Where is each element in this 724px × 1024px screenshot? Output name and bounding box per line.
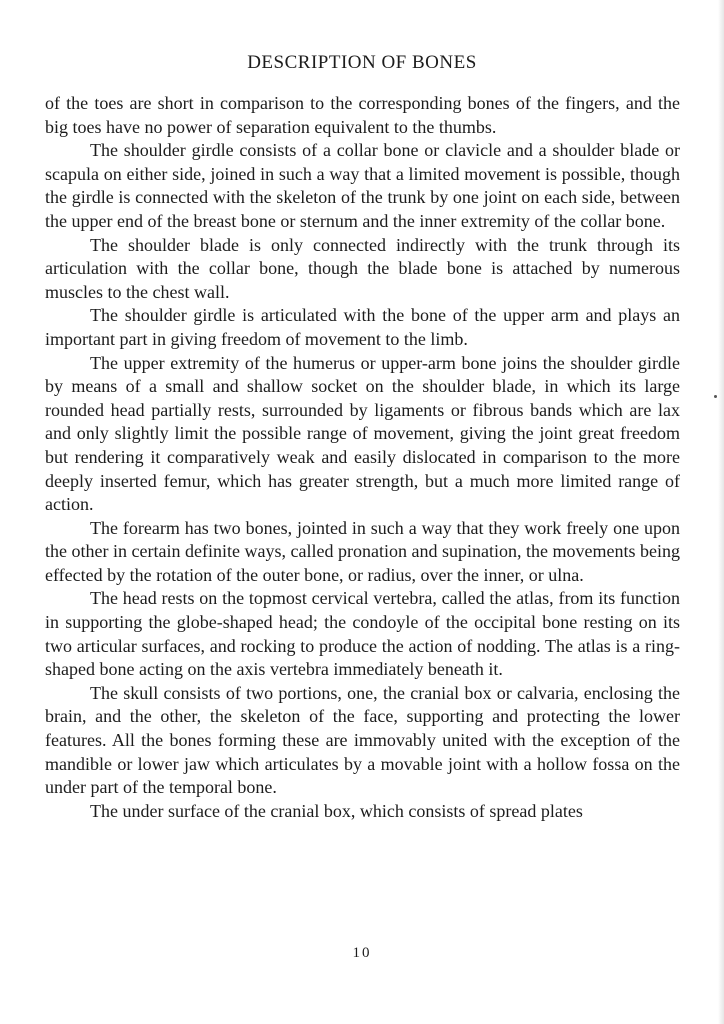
paragraph-shoulder-girdle: The shoulder girdle consists of a collar bone or clavicle and a shoulder blade or scapula on either side, joined in such a way that a limited movement is possible, though the girdle is connected with the skeleton of the trunk by one joint on each side, between the upper end of the breast bone or sternum and the inner extremity of the collar bone. <box>45 140 680 231</box>
paragraph-humerus: The upper extremity of the humerus or upper-arm bone joins the shoulder girdle by means of a small and shallow socket on the shoulder blade, in which its large rounded head partially rests, surrounded by ligaments or fibrous bands which are lax and only slightly limit the possible range of movement, giving the joint great freedom but rendering it comparatively weak and easily dislocated in comparison to the more deeply inserted femur, which has greater strength, but a much more limited range of action. <box>45 352 680 515</box>
paragraph-toes: of the toes are short in comparison to the corresponding bones of the fingers, and the big toes have no power of separation equivalent to the thumbs. <box>45 93 680 137</box>
paragraph-shoulder-blade: The shoulder blade is only connected indirectly with the trunk through its articulation with the collar bone, though the blade bone is attached by numerous muscles to the chest wall. <box>45 234 680 302</box>
ink-speck <box>714 395 717 398</box>
page-edge-shadow <box>718 0 724 1024</box>
body-text <box>45 92 680 823</box>
paragraph-atlas: The head rests on the topmost cervical vertebra, called the atlas, from its function in supporting the globe-shaped head; the condoyle of the occipital bone resting on its two articular surfaces, and rocking to produce the action of nodding. The atlas is a ring-shaped bone acting on the axis vertebra immediately beneath it. <box>45 588 680 680</box>
paragraph-skull: The skull consists of two portions, one, the cranial box or calvaria, enclosing the brain, and the other, the skeleton of the face, supporting and protecting the lower features. All the bones forming these are immovably united with the exception of the mandible or lower jaw which articulates by a movable joint with a hollow fossa on the under part of the temporal bone. <box>45 682 680 798</box>
paragraph-forearm: The forearm has two bones, jointed in such a way that they work freely one upon the other in certain definite ways, called pronation and supination, the movements being effected by the rotation of the outer bone, or radius, over the inner, or ulna. <box>45 517 680 585</box>
paragraph-girdle-articulation: The shoulder girdle is articulated with the bone of the upper arm and plays an important part in giving freedom of movement to the limb. <box>45 305 680 349</box>
running-head: DESCRIPTION OF BONES <box>247 52 477 73</box>
page-number: 10 <box>352 945 372 961</box>
paragraph-cranial-box: The under surface of the cranial box, which consists of spread plates <box>90 800 583 821</box>
